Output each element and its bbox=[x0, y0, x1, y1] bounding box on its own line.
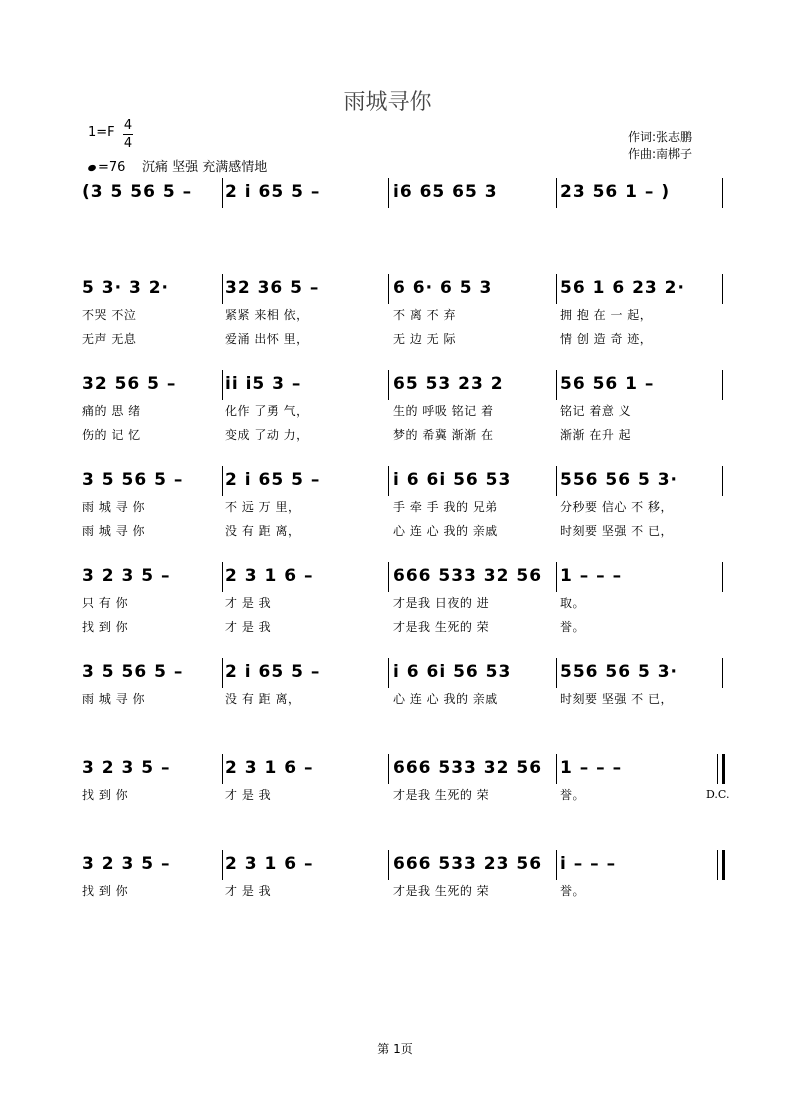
lyric-text: 铭记 着意 义 bbox=[560, 404, 632, 418]
measure-notes: 3 2 3 5 – bbox=[82, 854, 171, 874]
barline bbox=[222, 658, 223, 688]
measure-notes: 23 56 1 – ) bbox=[560, 182, 671, 202]
tempo-value: =76 bbox=[98, 160, 126, 175]
barline bbox=[556, 466, 557, 496]
measure-notes: i 6 6i 56 53 bbox=[393, 470, 512, 490]
lyric-text: 找 到 你 bbox=[82, 788, 129, 802]
barline bbox=[388, 562, 389, 592]
measure-notes: 3 2 3 5 – bbox=[82, 758, 171, 778]
measure-notes: i6 65 65 3 bbox=[393, 182, 498, 202]
barline bbox=[722, 178, 723, 208]
lyric-text: 才是我 日夜的 进 bbox=[393, 596, 490, 610]
measure-notes: 5 3· 3 2· bbox=[82, 278, 169, 298]
da-capo-mark: D.C. bbox=[706, 788, 730, 801]
lyric-text: 生的 呼吸 铭记 着 bbox=[393, 404, 494, 418]
lyric-text: 不 离 不 弃 bbox=[393, 308, 456, 322]
barline bbox=[388, 658, 389, 688]
measure-notes: 56 1 6 23 2· bbox=[560, 278, 685, 298]
barline bbox=[556, 178, 557, 208]
lyric-text: 才是我 生死的 荣 bbox=[393, 620, 490, 634]
lyric-text: 才 是 我 bbox=[225, 596, 272, 610]
measure-notes: 666 533 32 56 bbox=[393, 566, 543, 586]
barline bbox=[222, 754, 223, 784]
lyric-text: 才是我 生死的 荣 bbox=[393, 884, 490, 898]
lyric-text: 只 有 你 bbox=[82, 596, 129, 610]
measure-notes: 3 5 56 5 – bbox=[82, 662, 184, 682]
lyric-text: 变成 了动 力， bbox=[225, 428, 309, 442]
lyric-text: 心 连 心 我的 亲戚 bbox=[393, 692, 498, 706]
lyric-text: 取。 bbox=[560, 596, 586, 610]
measure-notes: 666 533 23 56 bbox=[393, 854, 543, 874]
half-note-icon bbox=[87, 163, 97, 171]
measure-notes: 556 56 5 3· bbox=[560, 662, 679, 682]
barline bbox=[722, 370, 723, 400]
measure-notes: 32 36 5 – bbox=[225, 278, 320, 298]
barline bbox=[388, 178, 389, 208]
lyric-text: 心 连 心 我的 亲戚 bbox=[393, 524, 498, 538]
measure-notes: 1 – – – bbox=[560, 566, 623, 586]
measure-notes: 1 – – – bbox=[560, 758, 623, 778]
measure-notes: 32 56 5 – bbox=[82, 374, 177, 394]
measure-notes: i 6 6i 56 53 bbox=[393, 662, 512, 682]
barline bbox=[722, 850, 725, 880]
expression-marking: 沉痛 坚强 充满感情地 bbox=[141, 160, 268, 175]
barline bbox=[388, 370, 389, 400]
lyricist: 作词:张志鹏 bbox=[628, 130, 693, 144]
barline bbox=[722, 658, 723, 688]
lyric-text: 手 牵 手 我的 兄弟 bbox=[393, 500, 498, 514]
measure-notes: 2 i 65 5 – bbox=[225, 662, 321, 682]
lyric-text: 找 到 你 bbox=[82, 620, 129, 634]
song-title: 雨城寻你 bbox=[343, 90, 432, 115]
lyric-text: 才 是 我 bbox=[225, 788, 272, 802]
lyric-text: 伤的 记 忆 bbox=[82, 428, 141, 442]
key-signature: 1=F bbox=[88, 125, 115, 140]
measure-notes: 556 56 5 3· bbox=[560, 470, 679, 490]
lyric-text: 誉。 bbox=[560, 788, 586, 802]
lyric-text: 无声 无息 bbox=[82, 332, 137, 346]
lyric-text: 才是我 生死的 荣 bbox=[393, 788, 490, 802]
barline bbox=[556, 658, 557, 688]
composer: 作曲:南梆子 bbox=[628, 147, 693, 161]
measure-notes: 2 i 65 5 – bbox=[225, 182, 321, 202]
barline bbox=[556, 850, 557, 880]
measure-notes: 56 56 1 – bbox=[560, 374, 655, 394]
time-signature bbox=[123, 118, 133, 151]
lyric-text: 化作 了勇 气， bbox=[225, 404, 309, 418]
measure-notes: ii i5 3 – bbox=[225, 374, 302, 394]
lyric-text: 誉。 bbox=[560, 884, 586, 898]
lyric-text: 无 边 无 际 bbox=[393, 332, 456, 346]
barline bbox=[388, 850, 389, 880]
measure-notes: 6 6· 6 5 3 bbox=[393, 278, 493, 298]
lyric-text: 才 是 我 bbox=[225, 884, 272, 898]
measure-notes: 2 3 1 6 – bbox=[225, 758, 314, 778]
lyric-text: 没 有 距 离， bbox=[225, 524, 301, 538]
lyric-text: 拥 抱 在 一 起， bbox=[560, 308, 653, 322]
lyric-text: 梦的 希冀 渐渐 在 bbox=[393, 428, 494, 442]
barline bbox=[556, 370, 557, 400]
barline bbox=[222, 370, 223, 400]
lyric-text: 情 创 造 奇 迹， bbox=[560, 332, 653, 346]
barline bbox=[556, 274, 557, 304]
measure-notes: 3 5 56 5 – bbox=[82, 470, 184, 490]
measure-notes: 65 53 23 2 bbox=[393, 374, 504, 394]
measure-notes: 2 3 1 6 – bbox=[225, 566, 314, 586]
lyric-text: 没 有 距 离， bbox=[225, 692, 301, 706]
barline bbox=[388, 754, 389, 784]
barline bbox=[722, 274, 723, 304]
lyric-text: 誉。 bbox=[560, 620, 586, 634]
measure-notes: 666 533 32 56 bbox=[393, 758, 543, 778]
barline bbox=[388, 466, 389, 496]
lyric-text: 找 到 你 bbox=[82, 884, 129, 898]
barline bbox=[556, 562, 557, 592]
measure-notes: (3 5 56 5 – bbox=[82, 182, 193, 202]
tempo-marking bbox=[88, 156, 267, 175]
barline bbox=[222, 274, 223, 304]
time-signature-top: 4 bbox=[123, 118, 133, 133]
lyric-text: 才 是 我 bbox=[225, 620, 272, 634]
measure-notes: i – – – bbox=[560, 854, 617, 874]
lyric-text: 渐渐 在升 起 bbox=[560, 428, 632, 442]
time-signature-bottom: 4 bbox=[123, 136, 133, 151]
barline bbox=[222, 466, 223, 496]
page-number: 第 1页 bbox=[377, 1042, 413, 1056]
lyric-text: 分秒要 信心 不 移， bbox=[560, 500, 673, 514]
barline bbox=[722, 754, 725, 784]
lyric-text: 时刻要 坚强 不 已， bbox=[560, 524, 673, 538]
lyric-text: 痛的 思 绪 bbox=[82, 404, 141, 418]
lyric-text: 不 远 万 里， bbox=[225, 500, 301, 514]
measure-notes: 3 2 3 5 – bbox=[82, 566, 171, 586]
lyric-text: 雨 城 寻 你 bbox=[82, 500, 145, 514]
measure-notes: 2 i 65 5 – bbox=[225, 470, 321, 490]
barline bbox=[388, 274, 389, 304]
barline bbox=[222, 562, 223, 592]
barline bbox=[222, 850, 223, 880]
lyric-text: 不哭 不泣 bbox=[82, 308, 137, 322]
measure-notes: 2 3 1 6 – bbox=[225, 854, 314, 874]
lyric-text: 爱涌 出怀 里， bbox=[225, 332, 309, 346]
barline bbox=[722, 466, 723, 496]
barline bbox=[722, 562, 723, 592]
lyric-text: 紧紧 来相 依， bbox=[225, 308, 309, 322]
lyric-text: 雨 城 寻 你 bbox=[82, 692, 145, 706]
lyric-text: 雨 城 寻 你 bbox=[82, 524, 145, 538]
lyric-text: 时刻要 坚强 不 已， bbox=[560, 692, 673, 706]
barline bbox=[556, 754, 557, 784]
barline bbox=[222, 178, 223, 208]
